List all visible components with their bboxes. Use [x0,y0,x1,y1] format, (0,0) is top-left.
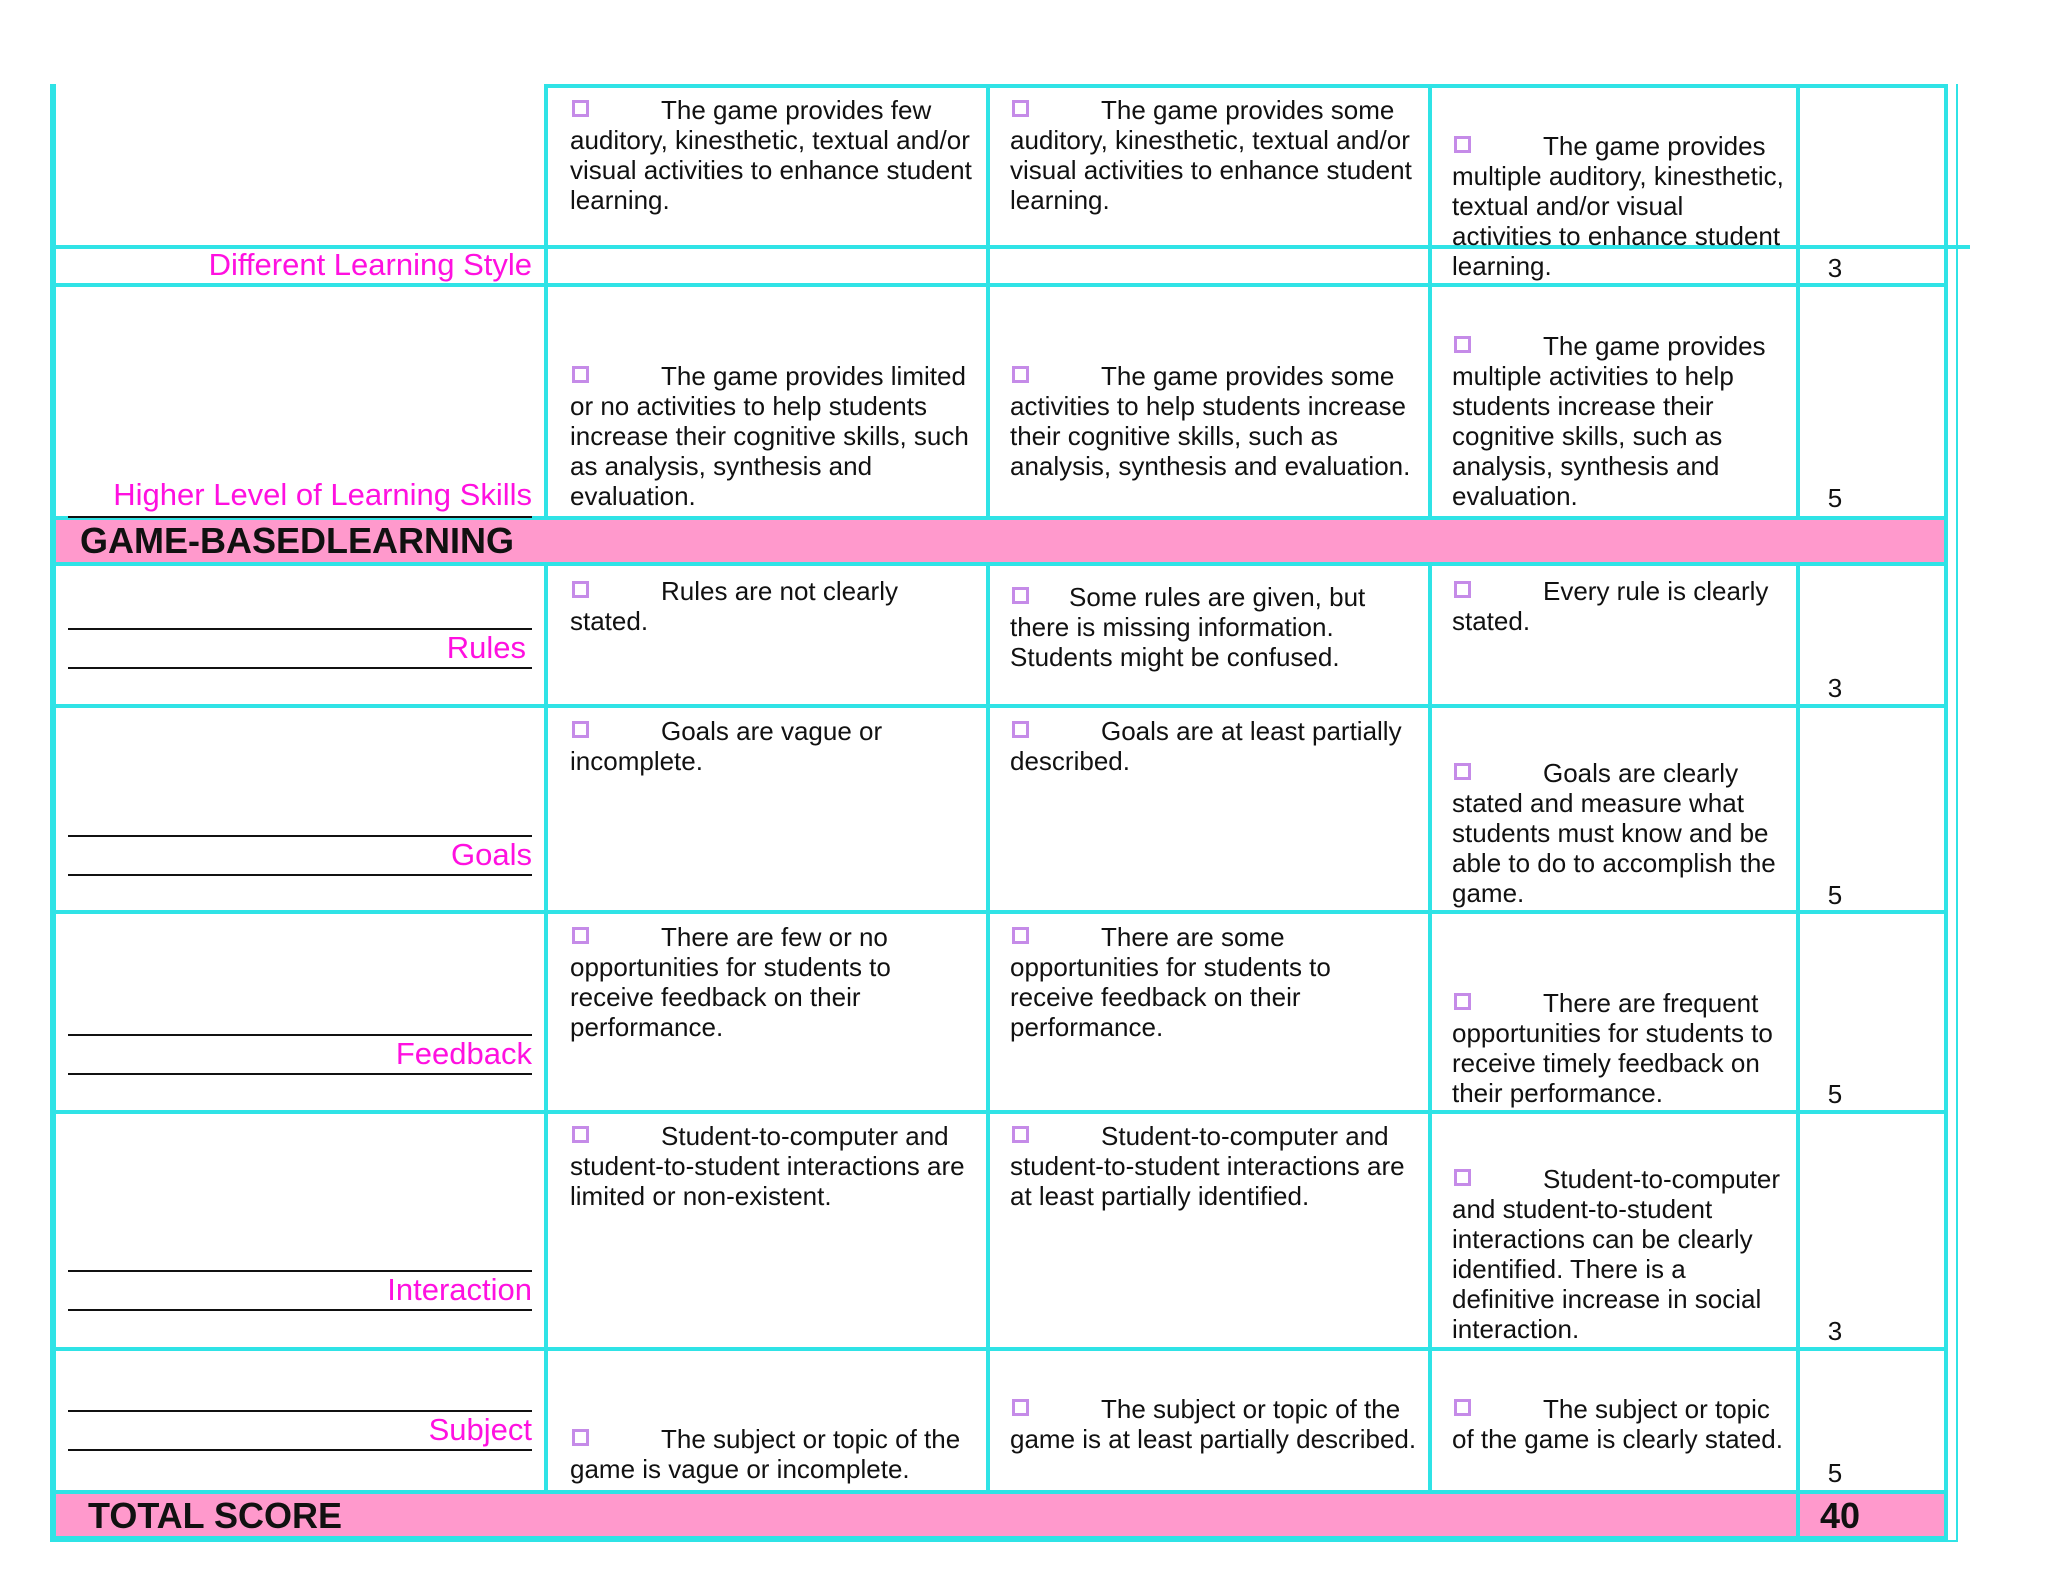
grid-hline-f [52,910,1948,914]
grid-vline-4b [1796,564,1800,1538]
checkbox-icon[interactable] [1012,927,1029,944]
grid-vline-3 [1428,84,1432,520]
rubric-cell: Student-to-computer and student-to-student interactions are at least partially identified. [1010,1121,1405,1211]
checkbox-icon[interactable] [1012,587,1029,604]
checkbox-icon[interactable] [1454,763,1471,780]
checkbox-icon[interactable] [1012,721,1029,738]
checkbox-icon[interactable] [572,1126,589,1143]
grid-hline-b [52,283,1948,287]
rubric-cell: Rules are not clearly stated. [570,576,898,636]
score-value: 3 [1827,253,1843,283]
criterion-label-goals: Goals [451,837,532,872]
rubric-cell: Goals are vague or incomplete. [570,716,883,776]
label-underline [68,667,532,669]
rubric-cell: There are few or no opportunities for students to receive feedback on their performance. [570,922,891,1042]
grid-hline-h [52,1347,1948,1351]
label-underline [68,516,532,518]
grid-hline-d [52,562,1948,566]
grid-hline-top [544,84,1948,88]
checkbox-icon[interactable] [1454,1399,1471,1416]
rubric-cell: Every rule is clearly stated. [1452,576,1769,636]
score-value: 3 [1827,673,1843,703]
row-label-wrap [60,1412,532,1448]
criterion-label-learning-skills: Higher Level of Learning Skills [113,477,532,512]
score-value: 5 [1827,1458,1843,1488]
rubric-cell: There are frequent opportunities for students to receive timely feedback on their performance. [1452,988,1773,1108]
rubric-cell: The subject or topic of the game is vague or incomplete. [570,1424,961,1484]
checkbox-icon[interactable] [1454,993,1471,1010]
grid-vline-2 [986,84,990,520]
checkbox-icon[interactable] [1454,336,1471,353]
label-underline [68,874,532,876]
grid-hline-e [52,704,1948,708]
rubric-cell: The game provides few auditory, kinesthetic, textual and/or visual activities to enhance student learning. [570,95,972,215]
grid-vline-right [1944,84,1948,1540]
rubric-cell: Student-to-computer and student-to-student interactions can be clearly identified. There is a definitive increase in social interaction. [1452,1164,1781,1344]
row-label-wrap [60,837,532,873]
rubric-cell: The game provides some auditory, kinesthetic, textual and/or visual activities to enhance student learning. [1010,95,1412,215]
score-value: 5 [1827,880,1843,910]
checkbox-icon[interactable] [572,1429,589,1446]
checkbox-icon[interactable] [1454,581,1471,598]
score-value: 3 [1827,1316,1843,1346]
rubric-cell: Goals are clearly stated and measure what students must know and be able to do to accomplish the game. [1452,758,1776,908]
row-label-wrap [60,1036,532,1072]
rubric-cell: The game provides limited or no activities to help students increase their cognitive skills, such as analysis, synthesis and evaluation. [570,361,969,511]
rubric-cell: The game provides some activities to help students increase their cognitive skills, such as analysis, synthesis and evaluation. [1010,361,1411,481]
checkbox-icon[interactable] [1454,1169,1471,1186]
checkbox-icon[interactable] [572,100,589,117]
rubric-cell: Some rules are given, but there is missing information. Students might be confused. [1010,582,1366,672]
row-label-wrap [60,477,532,513]
rubric-cell: Goals are at least partially described. [1010,716,1402,776]
section-heading: GAME-BASEDLEARNING [80,520,515,561]
score-value: 5 [1827,1079,1843,1109]
row-label-wrap [60,247,532,283]
checkbox-icon[interactable] [1012,366,1029,383]
rubric-cell: The game provides multiple auditory, kinesthetic, textual and/or visual activities to enhance student learning. [1452,131,1784,281]
rubric-cell: The subject or topic of the game is at least partially described. [1010,1394,1417,1454]
grid-vline-1 [544,84,548,520]
criterion-label-rules: Rules [446,630,526,665]
rubric-cell: Student-to-computer and student-to-student interactions are limited or non-existent. [570,1121,965,1211]
score-value: 5 [1827,483,1843,513]
label-underline [68,1449,532,1451]
checkbox-icon[interactable] [572,581,589,598]
criterion-label-learning-style: Different Learning Style [208,247,532,282]
label-underline [68,1309,532,1311]
grid-hline-g [52,1110,1948,1114]
grid-vline-4 [1796,84,1800,520]
rubric-cell: The game provides multiple activities to help students increase their cognitive skills, such as analysis, synthesis and evaluation. [1452,331,1766,511]
row-label-wrap [60,1272,532,1308]
checkbox-icon[interactable] [1012,1126,1029,1143]
checkbox-icon[interactable] [1012,1399,1029,1416]
total-score-label: TOTAL SCORE [88,1495,343,1536]
checkbox-icon[interactable] [572,721,589,738]
total-score-value: 40 [1820,1495,1861,1536]
criterion-label-interaction: Interaction [387,1272,532,1307]
checkbox-icon[interactable] [1454,136,1471,153]
rubric-cell: The subject or topic of the game is clearly stated. [1452,1394,1783,1454]
criterion-label-feedback: Feedback [395,1036,532,1071]
grid-hline-i [52,1490,1948,1494]
grid-vline-left [52,84,56,1540]
grid-hline-bottom [52,1536,1948,1540]
rubric-cell: There are some opportunities for students to receive feedback on their performance. [1010,922,1331,1042]
row-label-wrap [60,630,526,666]
checkbox-icon[interactable] [572,927,589,944]
criterion-label-subject: Subject [428,1412,532,1447]
label-underline [68,1073,532,1075]
checkbox-icon[interactable] [1012,100,1029,117]
checkbox-icon[interactable] [572,366,589,383]
